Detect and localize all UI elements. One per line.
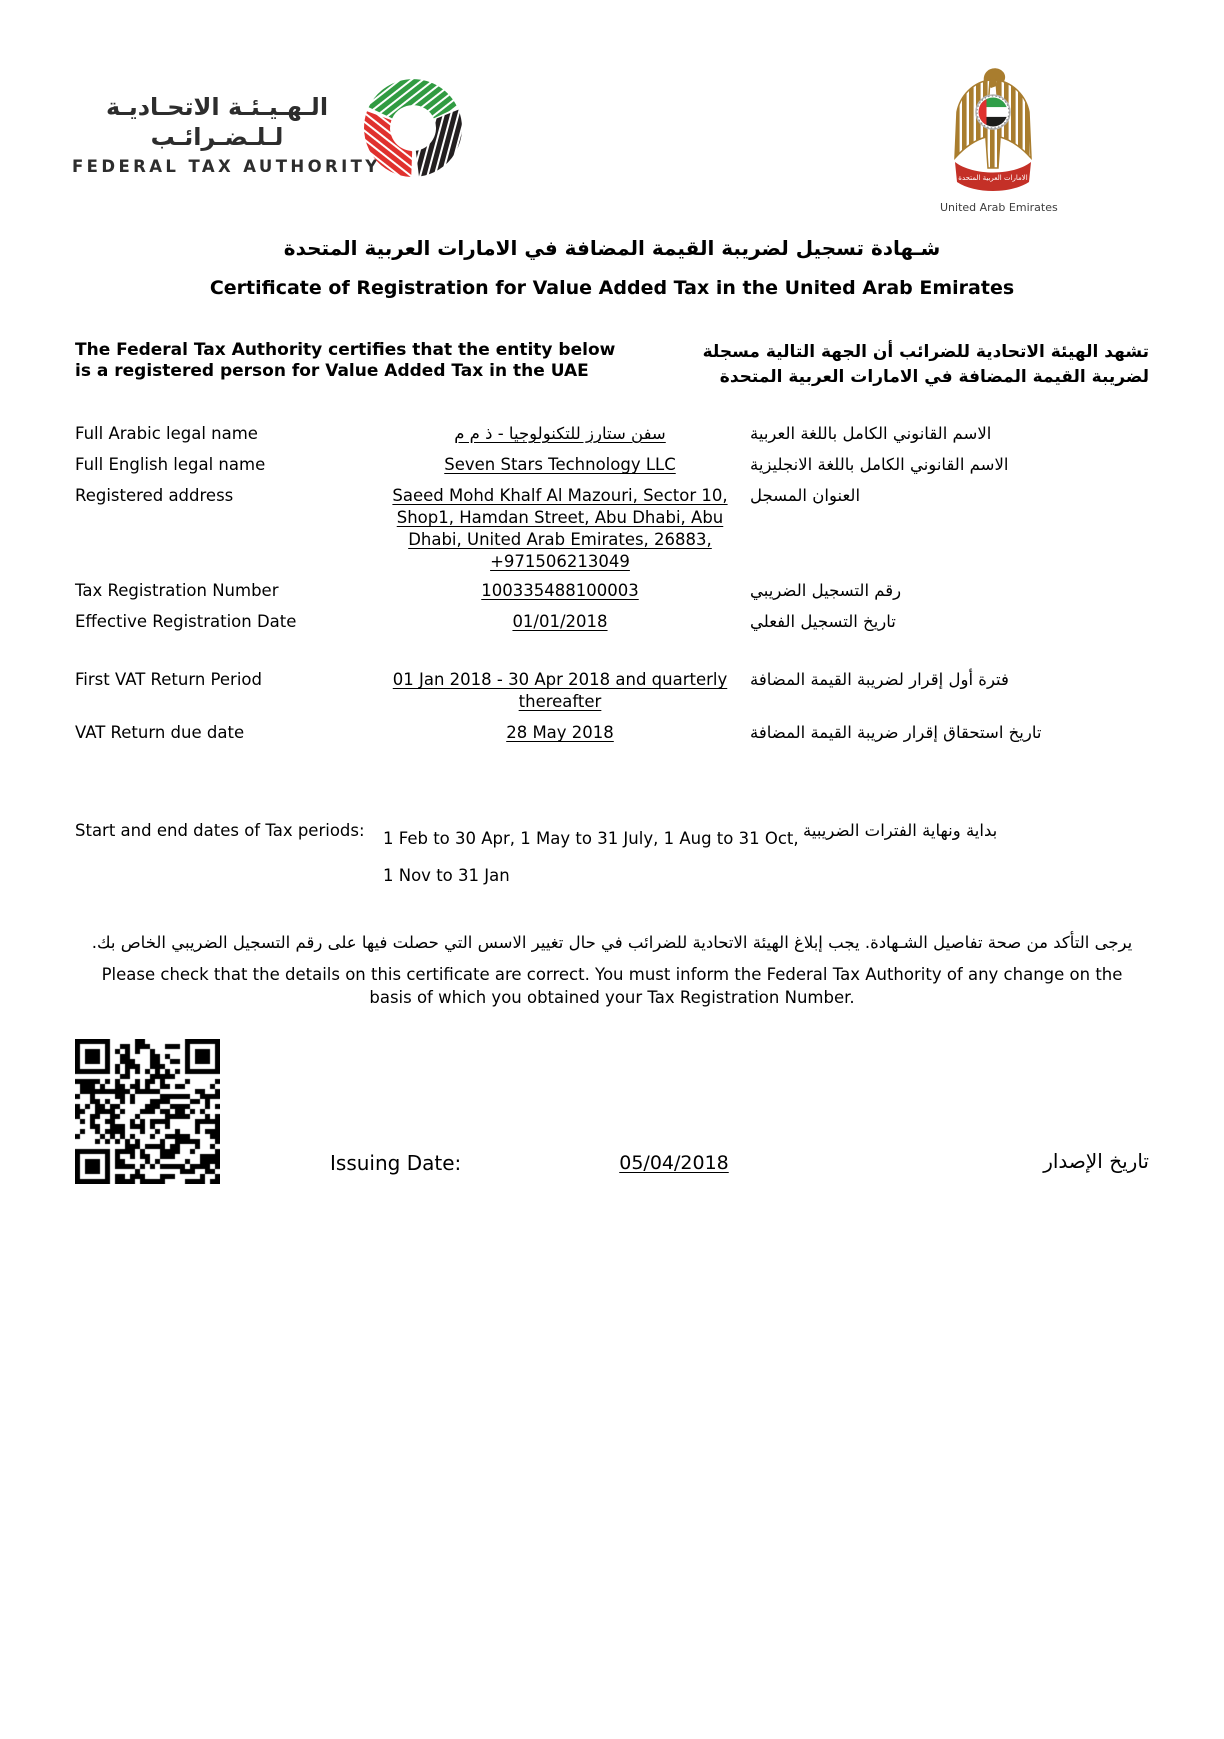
field-value: سفن ستارز للتكنولوجيا - ذ م م — [454, 424, 666, 443]
note-english: Please check that the details on this certificate are correct. You must inform the Federal Tax Authority of any change on the basis of which you obtained your Tax Registration Number. — [101, 965, 1123, 1007]
field-label-en: Full Arabic legal name — [75, 424, 258, 443]
fta-english-name: FEDERAL TAX AUTHORITY — [72, 157, 381, 176]
field-row-vat-return-due-date — [75, 722, 1149, 744]
field-value: Saeed Mohd Khalf Al Mazouri, Sector 10, Shop1, Hamdan Street, Abu Dhabi, Abu Dhabi, United Arab Emirates, 26883, +971506213049 — [392, 486, 728, 571]
field-label-ar: فترة أول إقرار لضريبة القيمة المضافة — [750, 670, 1009, 689]
field-value: 1 Feb to 30 Apr, 1 May to 31 July, 1 Aug to 31 Oct, 1 Nov to 31 Jan — [383, 829, 799, 885]
fta-logo-text — [72, 92, 381, 176]
field-row-tax-registration-number — [75, 580, 1149, 602]
field-label-ar: بداية ونهاية الفترات الضريبية — [803, 821, 998, 840]
qr-code — [75, 1039, 220, 1184]
field-row-arabic-legal-name — [75, 423, 1149, 445]
field-label-en: Tax Registration Number — [75, 581, 279, 600]
field-row-english-legal-name — [75, 454, 1149, 476]
certification-statement — [75, 340, 1149, 390]
field-label-en: Effective Registration Date — [75, 612, 297, 631]
field-value: 01 Jan 2018 - 30 Apr 2018 and quarterly thereafter — [392, 670, 728, 711]
uae-emblem — [940, 64, 1058, 214]
fta-arabic-name: الـهـيـئـة الاتحـاديـة لـلـضـرائـب — [105, 93, 329, 151]
field-label-ar: رقم التسجيل الضريبي — [750, 581, 902, 600]
field-label-en: First VAT Return Period — [75, 670, 262, 689]
certificate-fields — [75, 423, 1149, 894]
issuing-date-label-arabic: تاريخ الإصدار — [1043, 1149, 1149, 1173]
header — [0, 0, 1224, 232]
main-content — [75, 340, 1149, 1199]
field-label-ar: العنوان المسجل — [750, 486, 861, 505]
field-row-effective-registration-date — [75, 611, 1149, 633]
field-label-en: Registered address — [75, 486, 234, 505]
field-label-ar: تاريخ استحقاق إقرار ضريبة القيمة المضافة — [750, 723, 1042, 742]
field-row-tax-periods — [75, 820, 1149, 894]
field-label-ar: تاريخ التسجيل الفعلي — [750, 612, 896, 631]
uae-emblem-caption: United Arab Emirates — [940, 201, 1058, 214]
emblem-banner-text: الامارات العربية المتحدة — [958, 174, 1028, 182]
field-value: 01/01/2018 — [512, 612, 608, 631]
field-value tax-registration-number: 100335488100003 — [481, 581, 639, 600]
field-value: 28 May 2018 — [506, 723, 614, 742]
field-value: Seven Stars Technology LLC — [444, 455, 676, 474]
issuing-date-value: 05/04/2018 — [619, 1152, 729, 1174]
field-label-ar: الاسم القانوني الكامل باللغة العربية — [750, 424, 992, 443]
certificate-title-arabic: شـهادة تسجيل لضريبة القيمة المضافة في الامارات العربية المتحدة — [283, 236, 941, 260]
footer — [75, 1039, 1149, 1199]
uae-falcon-icon — [941, 64, 1045, 196]
issuing-date-label: Issuing Date: — [330, 1151, 462, 1175]
field-label-en: Start and end dates of Tax periods: — [75, 821, 365, 840]
certificate-title-english: Certificate of Registration for Value Added Tax in the United Arab Emirates — [209, 277, 1015, 299]
fta-logo-icon — [361, 76, 465, 180]
statement-english: The Federal Tax Authority certifies that the entity below is a registered person for Value Added Tax in the UAE — [75, 340, 616, 381]
field-label-ar: الاسم القانوني الكامل باللغة الانجليزية — [750, 455, 1009, 474]
field-row-registered-address — [75, 485, 1149, 573]
field-label-en: VAT Return due date — [75, 723, 245, 742]
note-arabic: يرجى التأكد من صحة تفاصيل الشـهادة. يجب إبلاغ الهيئة الاتحادية للضرائب في حال تغيير الاسس التي حصلت فيها على رقم التسجيل الضريبي الخاص بك. — [91, 933, 1133, 952]
statement-arabic: تشهد الهيئة الاتحادية للضرائب أن الجهة التالية مسجلة لضريبة القيمة المضافة في الامارات العربية المتحدة — [702, 342, 1149, 387]
field-row-first-vat-return-period — [75, 669, 1149, 713]
field-label-en: Full English legal name — [75, 455, 266, 474]
